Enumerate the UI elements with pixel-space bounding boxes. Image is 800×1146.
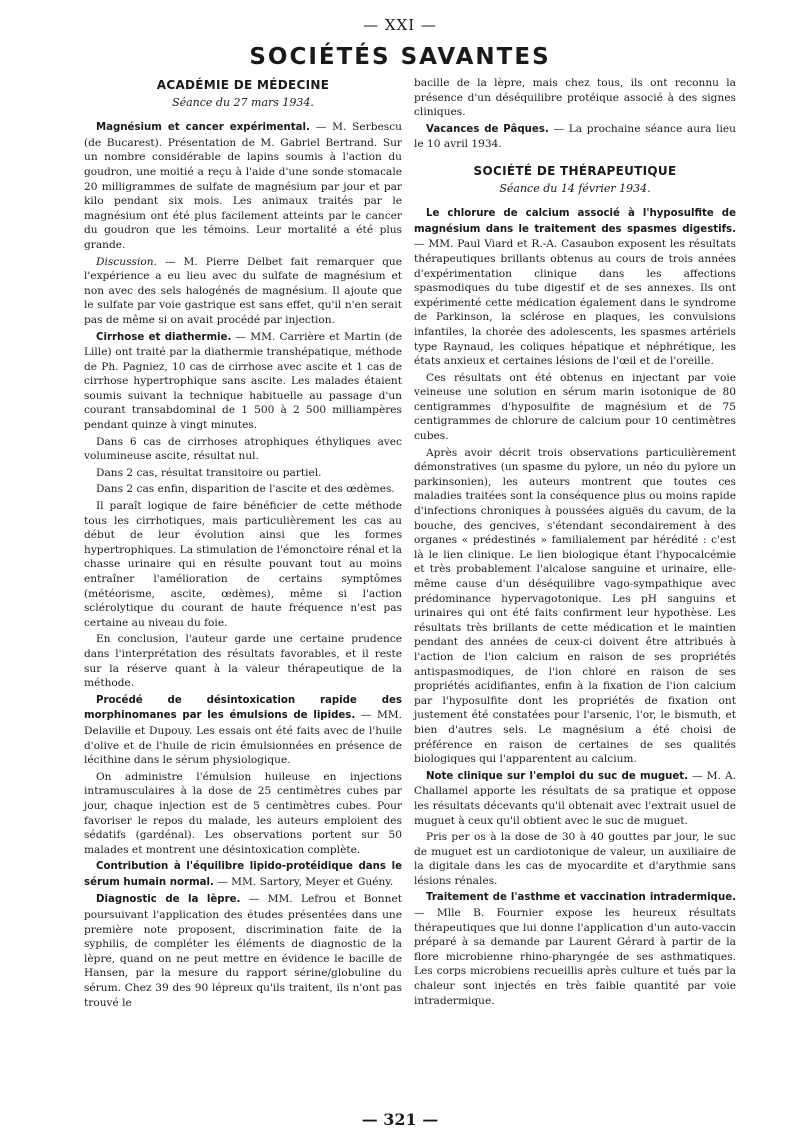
article-muguet: [414, 769, 736, 828]
article-desintoxication: [84, 693, 402, 768]
paragraph: Dans 6 cas de cirrhoses atrophiques éthyliques avec volumineuse ascite, résultat nul.: [84, 435, 402, 463]
article-title: Cirrhose et diathermie.: [96, 331, 232, 343]
article-vacances: [414, 122, 736, 152]
paragraph: Il paraît logique de faire bénéficier de cette méthode tous les cirrhotiques, mais particulièrement les cas au début de leur évolution ainsi que les formes hypertrophiques. La stimulation de l'émonctoire rénal et la chasse urinaire qui en résulte pouvant tout au moins entraîner l'amélioration de certains symptômes (météorisme, ascite, œdèmes), même si l'action sclérolytique du courant de haute fréquence n'est pas certaine au niveau du foie.: [84, 500, 402, 629]
paragraph: Dans 2 cas, résultat transitoire ou partiel.: [96, 466, 322, 479]
page-title: SOCIÉTÉS SAVANTES: [249, 44, 551, 70]
article-body: — MM. Lefrou et Bonnet poursuivant l'application des études présentées dans une première note proposent, discrimination faite de la syphilis, de compléter les éléments de diagnostic de la lèpre, quand on ne peut mettre en évidence le bacille de Hansen, par la mesure du rapport sérine/globuline du sérum. Chez 39 des 90 lépreux qu'ils traitent, ils n'ont pas trouvé le: [84, 893, 402, 1009]
paragraph: Ces résultats ont été obtenus en injectant par voie veineuse une solution en sérum marin isotonique de 80 centigrammes d'hyposulfite de magnésium et de 75 centigrammes de chlorure de calcium pour 10 centimètres cubes.: [414, 371, 736, 443]
article-body: — MM. Delaville et Dupouy. Les essais ont été faits avec de l'huile d'olive et de l'huile de ricin émulsionnées en présence de lécithine dans le sérum physiologique.: [84, 709, 403, 767]
article-body: — M. Serbescu (de Bucarest). Présentation de M. Gabriel Bertrand. Sur un nombre considérable de lapins soumis à l'action du goudron, une moitié a reçu à l'aide d'une sonde stomacale 20 milligrammes de sulfate de magnésium par jour et par kilo pendant six mois. Les animaux traités par le magnésium ont été plus facilement atteints par le cancer du goudron que les témoins. Leur mortalité a été plus grande.: [84, 121, 402, 251]
article-body: — M. A. Challamel apporte les résultats de sa pratique et oppose les résultats décevants qu'il obtenait avec l'extrait usuel de muguet à ceux qu'il obtient avec le suc de muguet.: [414, 769, 736, 827]
article-title: Procédé de désintoxication rapide des morphinomanes par les émulsions de lipides.: [84, 694, 402, 722]
article-title: Traitement de l'asthme et vaccination intradermique.: [426, 892, 736, 904]
article-title: Contribution à l'équilibre lipido-protéidique dans le sérum humain normal.: [84, 861, 402, 888]
paragraph: En conclusion, l'auteur garde une certaine prudence dans l'interprétation des résultats favorables, et il reste sur la réserve quant à la valeur thérapeutique de la méthode.: [84, 633, 402, 690]
paragraph: Dans 2 cas enfin, disparition de l'ascite et des œdèmes.: [96, 483, 395, 496]
article-lepre: [84, 892, 402, 1010]
article-body: — La prochaine séance aura lieu le 10 avril 1934.: [414, 122, 736, 151]
paragraph: Pris per os à la dose de 30 à 40 gouttes par jour, le suc de muguet est un cardiotonique de valeur, un auxiliaire de la digitale dans les cas de myocardite et d'arythmie sans lésions rénales.: [414, 831, 736, 887]
article-asthme: [414, 890, 736, 1008]
article-discussion: [84, 255, 402, 328]
article-title: Diagnostic de la lèpre.: [96, 894, 241, 906]
right-column: [414, 76, 736, 1010]
article-title: Vacances de Pâques.: [426, 123, 549, 135]
article-chlorure: [414, 206, 736, 369]
paragraph-continued: bacille de la lèpre, mais chez tous, ils ont reconnu la présence d'un déséquilibre protéique associé à des signes cliniques.: [414, 77, 736, 119]
section-heading-therapeutique: SOCIÉTÉ DE THÉRAPEUTIQUE: [473, 163, 677, 178]
discussion-label: Discussion.: [96, 255, 157, 268]
article-body: — MM. Paul Viard et R.-A. Casaubon exposent les résultats thérapeutiques brillants obtenus au cours de trois années d'expérimentation clinique dans les affections spasmodiques du tube digestif et de ses annexes. Ils ont expérimenté cette médication également dans le syndrome de Parkinson, la sclérose en plaques, les convulsions infantiles, la chorée des adolescents, les spasmes artériels type Raynaud, les coliques hépatique et néphrétique, les états anxieux et certaines lésions de l'œil et de l'oreille.: [414, 238, 736, 368]
article-cirrhose: [84, 330, 402, 433]
left-column: [84, 76, 402, 1012]
running-header: — XXI —: [363, 16, 437, 34]
seance-date-academie: Séance du 27 mars 1934.: [172, 95, 314, 109]
seance-date-therapeutique: Séance du 14 février 1934.: [499, 181, 651, 195]
page-number: — 321 —: [361, 1110, 439, 1129]
article-magnesium: [84, 120, 402, 252]
article-body: — Mlle B. Fournier expose les heureux résultats thérapeutiques que lui donne l'application d'un auto-vaccin préparé à sa demande par Laurent Gérard à partir de la flore microbienne rhino-pharyngée de ses asthmatiques. Les corps microbiens recueillis après culture et tués par la chaleur sont injectés en très faible quantité par voie intradermique.: [414, 907, 736, 1007]
article-title: Note clinique sur l'emploi du suc de muguet.: [426, 770, 689, 782]
article-body: — MM. Carrière et Martin (de Lille) ont traité par la diathermie transhépatique, méthode de Ph. Pagniez, 10 cas de cirrhose avec ascite et 1 cas de cirrhose hypertrophique sans ascite. Les malades étaient soumis suivant la technique habituelle au passage d'un courant transabdominal de 1 500 à 2 500 milliampères pendant quinze à vingt minutes.: [84, 330, 403, 432]
discussion-body: — M. Pierre Delbet fait remarquer que l'expérience a eu lieu avec du sulfate de magnésium et non avec des sels halogénés de magnésium. Il ajoute que le sulfate par voie gastrique est sans effet, qu'il n'en serait pas de même si on avait procédé par injection.: [84, 255, 402, 326]
article-body: — MM. Sartory, Meyer et Guény.: [213, 875, 394, 888]
section-heading-academie: ACADÉMIE DE MÉDECINE: [156, 78, 330, 92]
article-equilibre: [84, 859, 402, 890]
article-title: Le chlorure de calcium associé à l'hyposulfite de magnésium dans le traitement des spasmes digestifs.: [414, 208, 736, 235]
article-title: Magnésium et cancer expérimental.: [96, 122, 310, 134]
paragraph: On administre l'émulsion huileuse en injections intramusculaires à la dose de 25 centimètres cubes par jour, chaque injection est de 5 centimètres cubes. Pour favoriser le repos du malade, les auteurs emploient des sédatifs (gardénal). Les observations portent sur 50 malades et montrent une désintoxication complète.: [84, 770, 402, 856]
paragraph: Après avoir décrit trois observations particulièrement démonstratives (un spasme du pylore, un néo du pylore un parkinsonien), les auteurs montrent que toutes ces maladies traitées sont la conséquence plus ou moins rapide d'infections chroniques à poussées aiguës du cavum, de la bouche, des gencives, s'étendant secondairement à des organes « prédestinés » familialement par hérédité : c'est là le lien clinique. Le lien biologique étant l'hypocalcémie et très probablement l'alcalose sanguine et urinaire, elle-même cause d'un déséquilibre vago-sympathique avec prédominance hypervagotonique. Les pH sanguins et urinaires qui ont été faits confirment leur hypothèse. Les résultats très brillants de cette médication et le maintien pendant des années de ceux-ci doivent être attribués à l'action de l'ion calcium en raison de ses propriétés antispasmodiques, de l'ion chlore en raison de ses propriétés acidifiantes, enfin à la fixation de l'ion calcium par l'hyposulfite dont les propriétés de fixation ont justement été constatées pour l'arsenic, l'or, le bismuth, et bien d'autres sels. Le magnésium a été choisi de préférence en raison de certaines de ses qualités biologiques qui l'apparentent au calcium.: [414, 446, 736, 766]
